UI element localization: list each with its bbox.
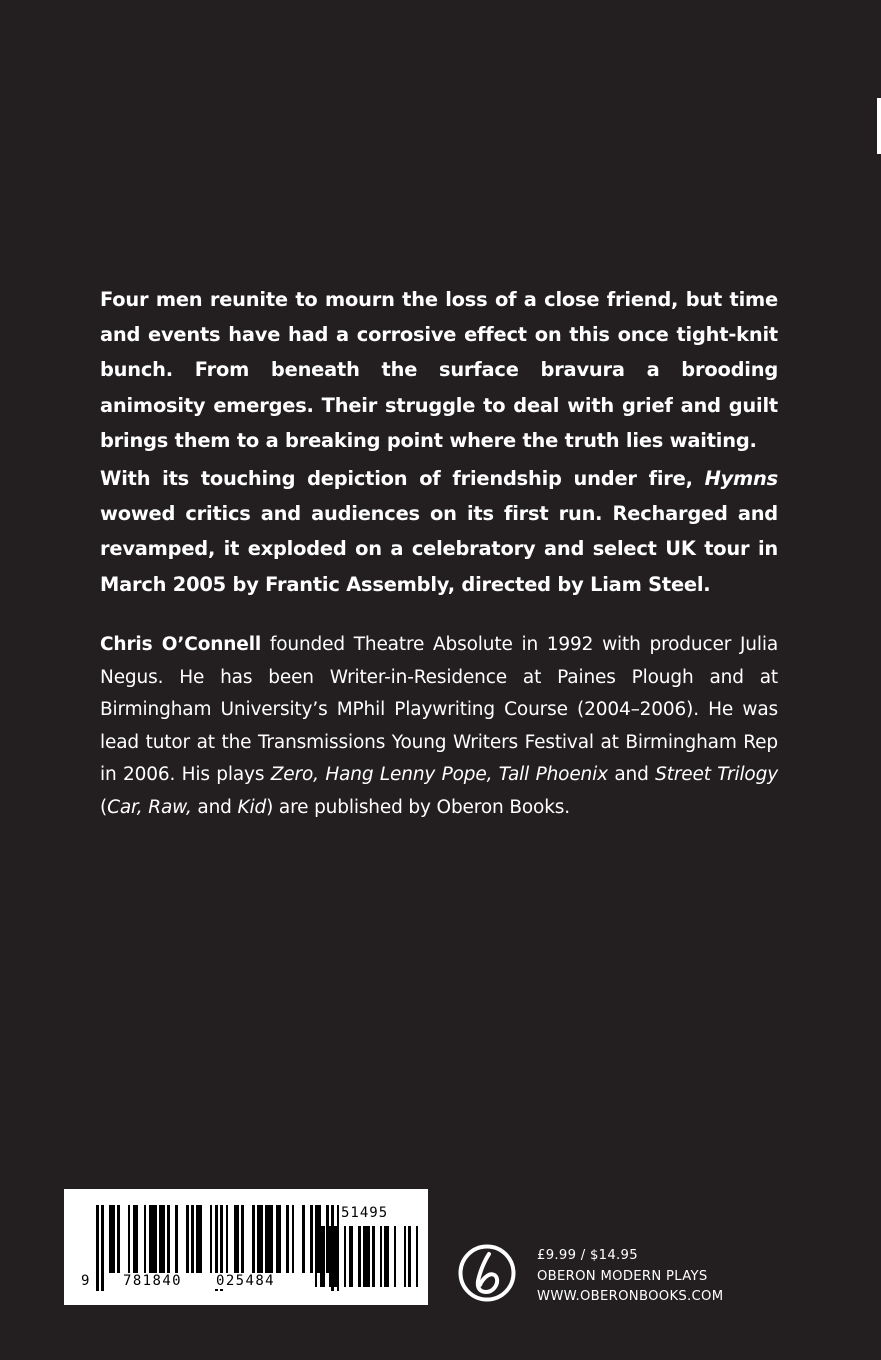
author-name: Chris O’Connell [100,634,262,655]
trilogy-title: Street Trilogy [655,764,778,786]
barcode-panel [64,1189,428,1305]
trilogy-parts: Car, Raw, [107,796,192,818]
bio-text: and [607,764,656,786]
author-bio [100,629,778,825]
blurb-text: wowed critics and audiences on its first run. Recharged and revamped, it exploded on a celebratory and select UK tour in March 2005 by Frantic Assembly, directed by Liam Steel. [100,502,778,596]
oberon-b-logo-icon [458,1244,516,1302]
barcode-lead-digit: 9 [81,1273,90,1289]
price: £9.99 / $14.95 [537,1248,638,1263]
price-addon-barcode [315,1226,420,1287]
play-title: Hymns [704,467,778,491]
barcode-bar [363,1226,370,1287]
play-titles: Zero, Hang Lenny Pope, Tall Phoenix [270,764,608,786]
blurb-paragraph-1: Four men reunite to mourn the loss of a close friend, but time and events have had a corrosive effect on this once tight-knit bunch. From beneath the surface bravura a brooding animosity emerges. Their struggle to deal with grief and guilt brings them to a breaking point where the truth lies waiting. [100,288,778,452]
blurb-text: With its touching depiction of friendship under fire, [100,467,705,491]
barcode-bar [202,1205,210,1273]
barcode-bar [396,1226,403,1287]
barcode-bar [337,1226,344,1287]
barcode-bar [244,1205,252,1273]
edge-registration-mark [877,98,881,154]
trilogy-part-kid: Kid [237,796,267,818]
publisher-website: WWW.OBERONBOOKS.COM [537,1289,724,1304]
barcode-bar [149,1205,157,1273]
bio-text: ) are published by Oberon Books. [266,796,570,818]
series-name: OBERON MODERN PLAYS [537,1268,708,1284]
blurb-paragraph-2 [100,461,778,602]
barcode-bar [294,1205,302,1273]
barcode-addon-digits: 51495 [341,1205,389,1221]
barcode-bar [178,1205,186,1273]
barcode-left-digits: 781840 [123,1273,182,1289]
bio-text: founded Theatre Absolute in 1992 with producer Julia Negus. He has been Writer-in-Residence at Paines Plough and at Birmingham University’s MPhil Playwriting Course (2004–2006). He was lead tutor at the Transmissions Young Writers Festival at Birmingham Rep in 2006. His plays [100,634,779,786]
barcode-right-digits: 025484 [216,1273,275,1289]
bio-text: ( [100,796,108,818]
barcode-bar [120,1205,128,1273]
bio-text: and [191,796,238,818]
barcode-bar [418,1226,420,1287]
publisher-info [537,1246,723,1308]
blurb [100,282,778,602]
barcode-bar [265,1205,273,1273]
